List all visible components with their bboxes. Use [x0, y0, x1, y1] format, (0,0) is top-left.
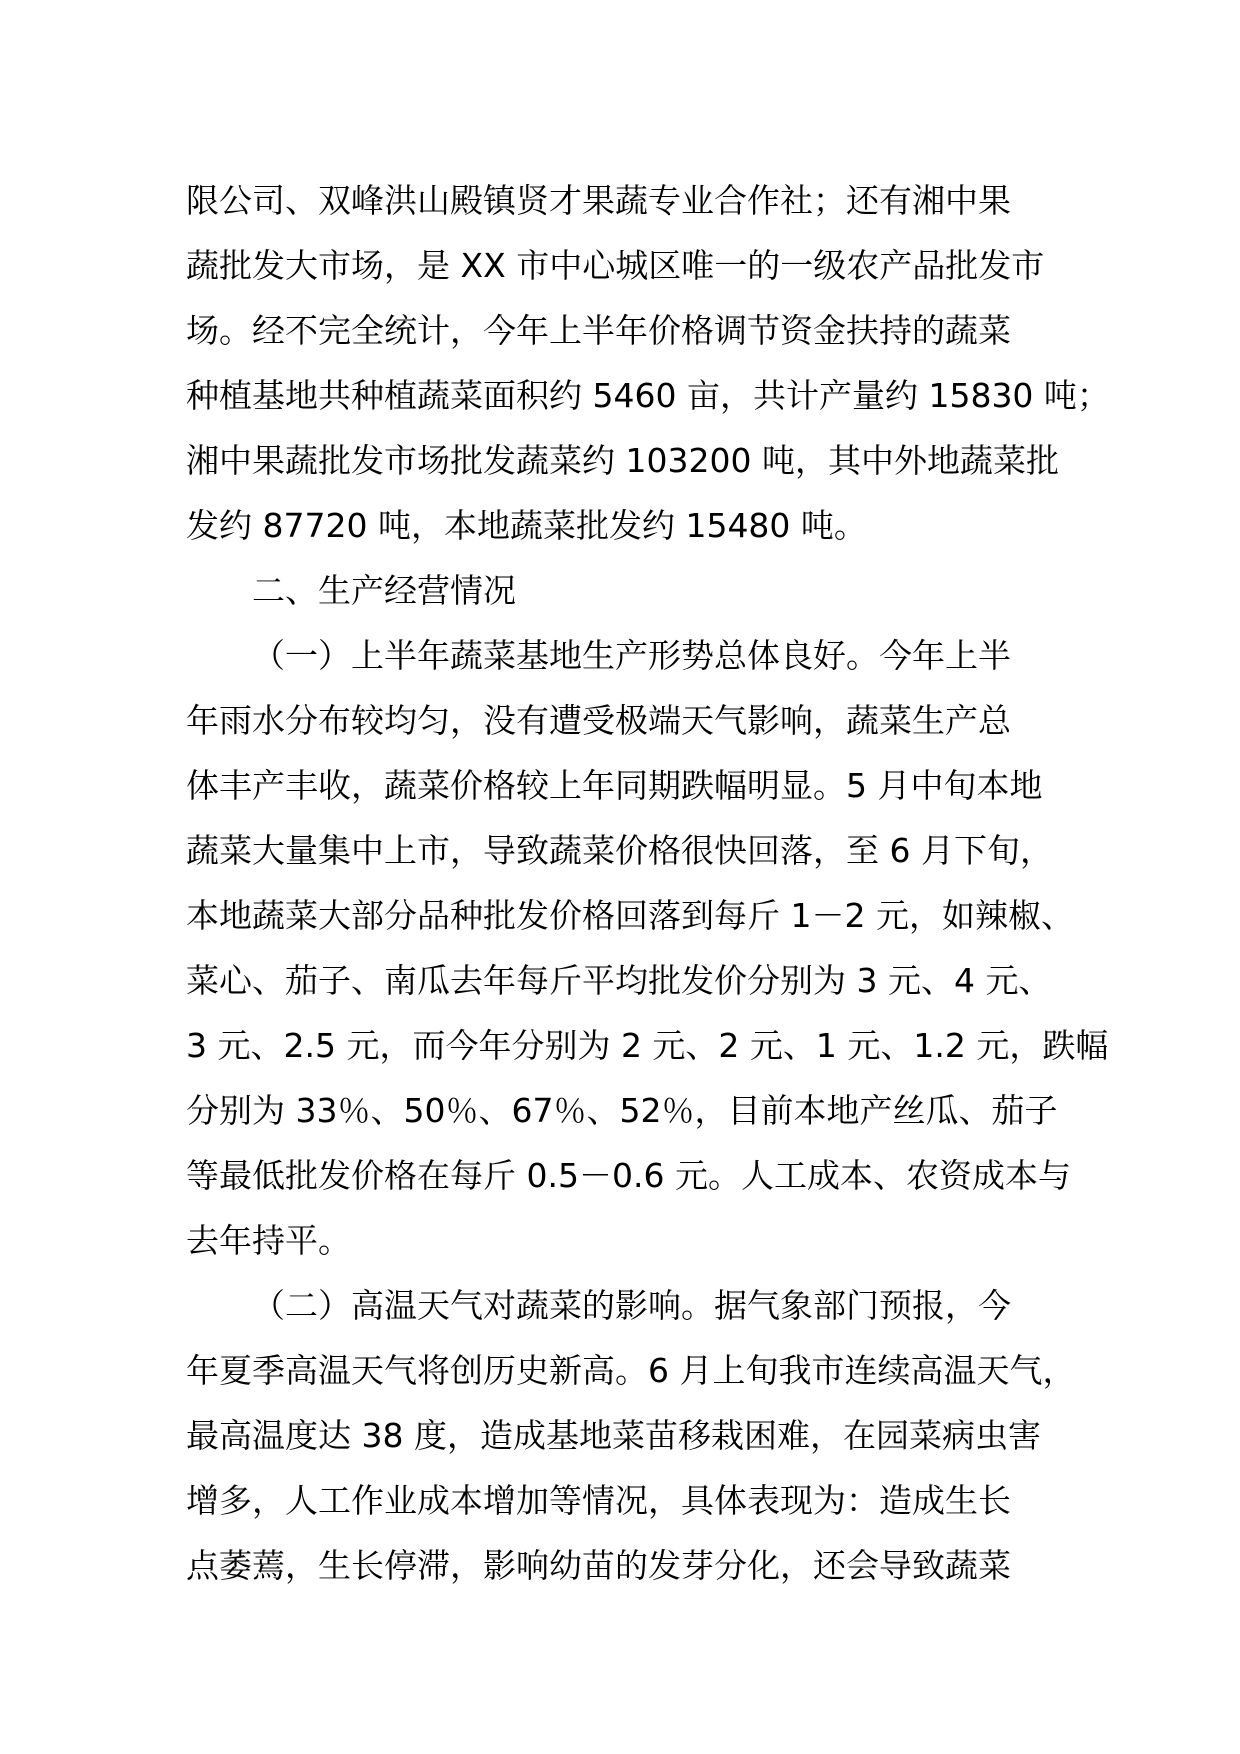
paragraph-line: 菜心、茄子、南瓜去年每斤平均批发价分别为 3 元、4 元、: [186, 961, 1052, 1000]
paragraph-line: 年夏季高温天气将创历史新高。6 月上旬我市连续高温天气，: [186, 1351, 1076, 1390]
paragraph-line: 3 元、2.5 元，而今年分别为 2 元、2 元、1 元、1.2 元，跌幅: [186, 1026, 1109, 1065]
document-page: [186, 168, 1110, 1628]
subsection-heading-line: （二）高温天气对蔬菜的影响。据气象部门预报，今: [252, 1286, 1011, 1325]
paragraph-line: 蔬菜大量集中上市，导致蔬菜价格很快回落，至 6 月下旬，: [186, 831, 1053, 870]
section-heading: 二、生产经营情况: [252, 571, 516, 610]
paragraph-line: 发约 87720 吨，本地蔬菜批发约 15480 吨。: [186, 506, 867, 545]
paragraph-line: 去年持平。: [186, 1221, 351, 1260]
paragraph-line: 湘中果蔬批发市场批发蔬菜约 103200 吨，其中外地蔬菜批: [186, 441, 1059, 480]
paragraph-line: 等最低批发价格在每斤 0.5－0.6 元。人工成本、农资成本与: [186, 1156, 1071, 1195]
paragraph-line: 年雨水分布较均匀，没有遭受极端天气影响，蔬菜生产总: [186, 701, 1011, 740]
subsection-heading-line: （一）上半年蔬菜基地生产形势总体良好。今年上半: [252, 636, 1011, 675]
paragraph-line: 分别为 33％、50％、67％、52％，目前本地产丝瓜、茄子: [186, 1091, 1058, 1130]
paragraph-line: 本地蔬菜大部分品种批发价格回落到每斤 1－2 元，如辣椒、: [186, 896, 1074, 935]
paragraph-line: 体丰产丰收，蔬菜价格较上年同期跌幅明显。5 月中旬本地: [186, 766, 1043, 805]
paragraph-line: 限公司、双峰洪山殿镇贤才果蔬专业合作社；还有湘中果: [186, 181, 1011, 220]
paragraph-line: 点萎蔫，生长停滞，影响幼苗的发芽分化，还会导致蔬菜: [186, 1546, 1011, 1585]
paragraph-line: 蔬批发大市场，是 XX 市中心城区唯一的一级农产品批发市: [186, 246, 1045, 285]
paragraph-line: 最高温度达 38 度，造成基地菜苗移栽困难，在园菜病虫害: [186, 1416, 1041, 1455]
paragraph-line: 场。经不完全统计，今年上半年价格调节资金扶持的蔬菜: [186, 311, 1011, 350]
paragraph-line: 种植基地共种植蔬菜面积约 5460 亩，共计产量约 15830 吨；: [186, 376, 1110, 415]
paragraph-line: 增多，人工作业成本增加等情况，具体表现为：造成生长: [186, 1481, 1011, 1520]
